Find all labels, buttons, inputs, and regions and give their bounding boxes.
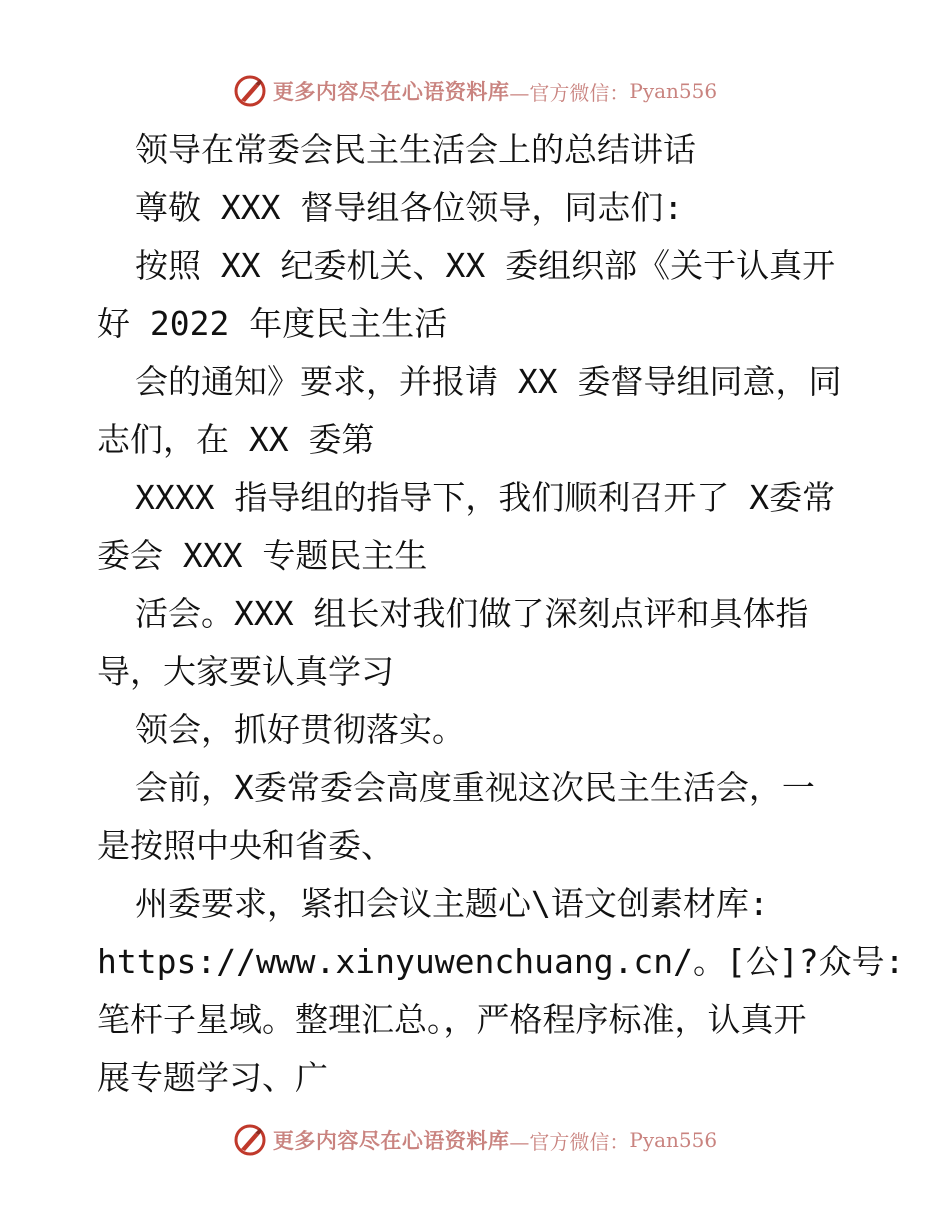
text-line: 好 2022 年度民主生活 [97,304,448,343]
banner-wechat-id: Pyan556 [629,1128,718,1152]
text-line: 州委要求，紧扣会议主题心\语文创素材库: [135,884,769,923]
text-line: 志们，在 XX 委第 [97,420,375,459]
text-line: 导，大家要认真学习 [97,652,394,691]
banner-wechat-id: Pyan556 [629,79,718,103]
text-line: 领会，抓好贯彻落实。 [135,710,465,749]
pen-logo-icon [233,74,267,108]
text-line: 尊敬 XXX 督导组各位领导，同志们: [135,188,684,227]
text-line: XXXX 指导组的指导下，我们顺利召开了 X委常 [135,478,836,517]
footer-banner [0,1120,950,1160]
pen-logo-icon [233,1123,267,1157]
text-line: 领导在常委会民主生活会上的总结讲话 [135,130,696,169]
banner-wechat-label: —官方微信： [509,80,630,105]
banner-wechat-label: —官方微信： [509,1129,630,1154]
text-line: 会前，X委常委会高度重视这次民主生活会，一 [135,768,815,807]
banner-title: 更多内容尽在心语资料库 [272,79,510,104]
banner-title: 更多内容尽在心语资料库 [272,1128,510,1153]
text-line: 按照 XX 纪委机关、XX 委组织部《关于认真开 [135,246,836,285]
header-banner [0,71,950,111]
text-line: 会的通知》要求，并报请 XX 委督导组同意，同 [135,362,842,401]
text-line: 委会 XXX 专题民主生 [97,536,428,575]
text-line: https://www.xinyuwenchuang.cn/。[公]?众号: [97,942,905,981]
text-line: 笔杆子星域。整理汇总。，严格程序标准，认真开 [97,1000,807,1039]
text-line: 是按照中央和省委、 [97,826,394,865]
document-body [97,121,905,1107]
text-line: 展专题学习、广 [97,1058,328,1097]
text-line: 活会。XXX 组长对我们做了深刻点评和具体指 [135,594,809,633]
